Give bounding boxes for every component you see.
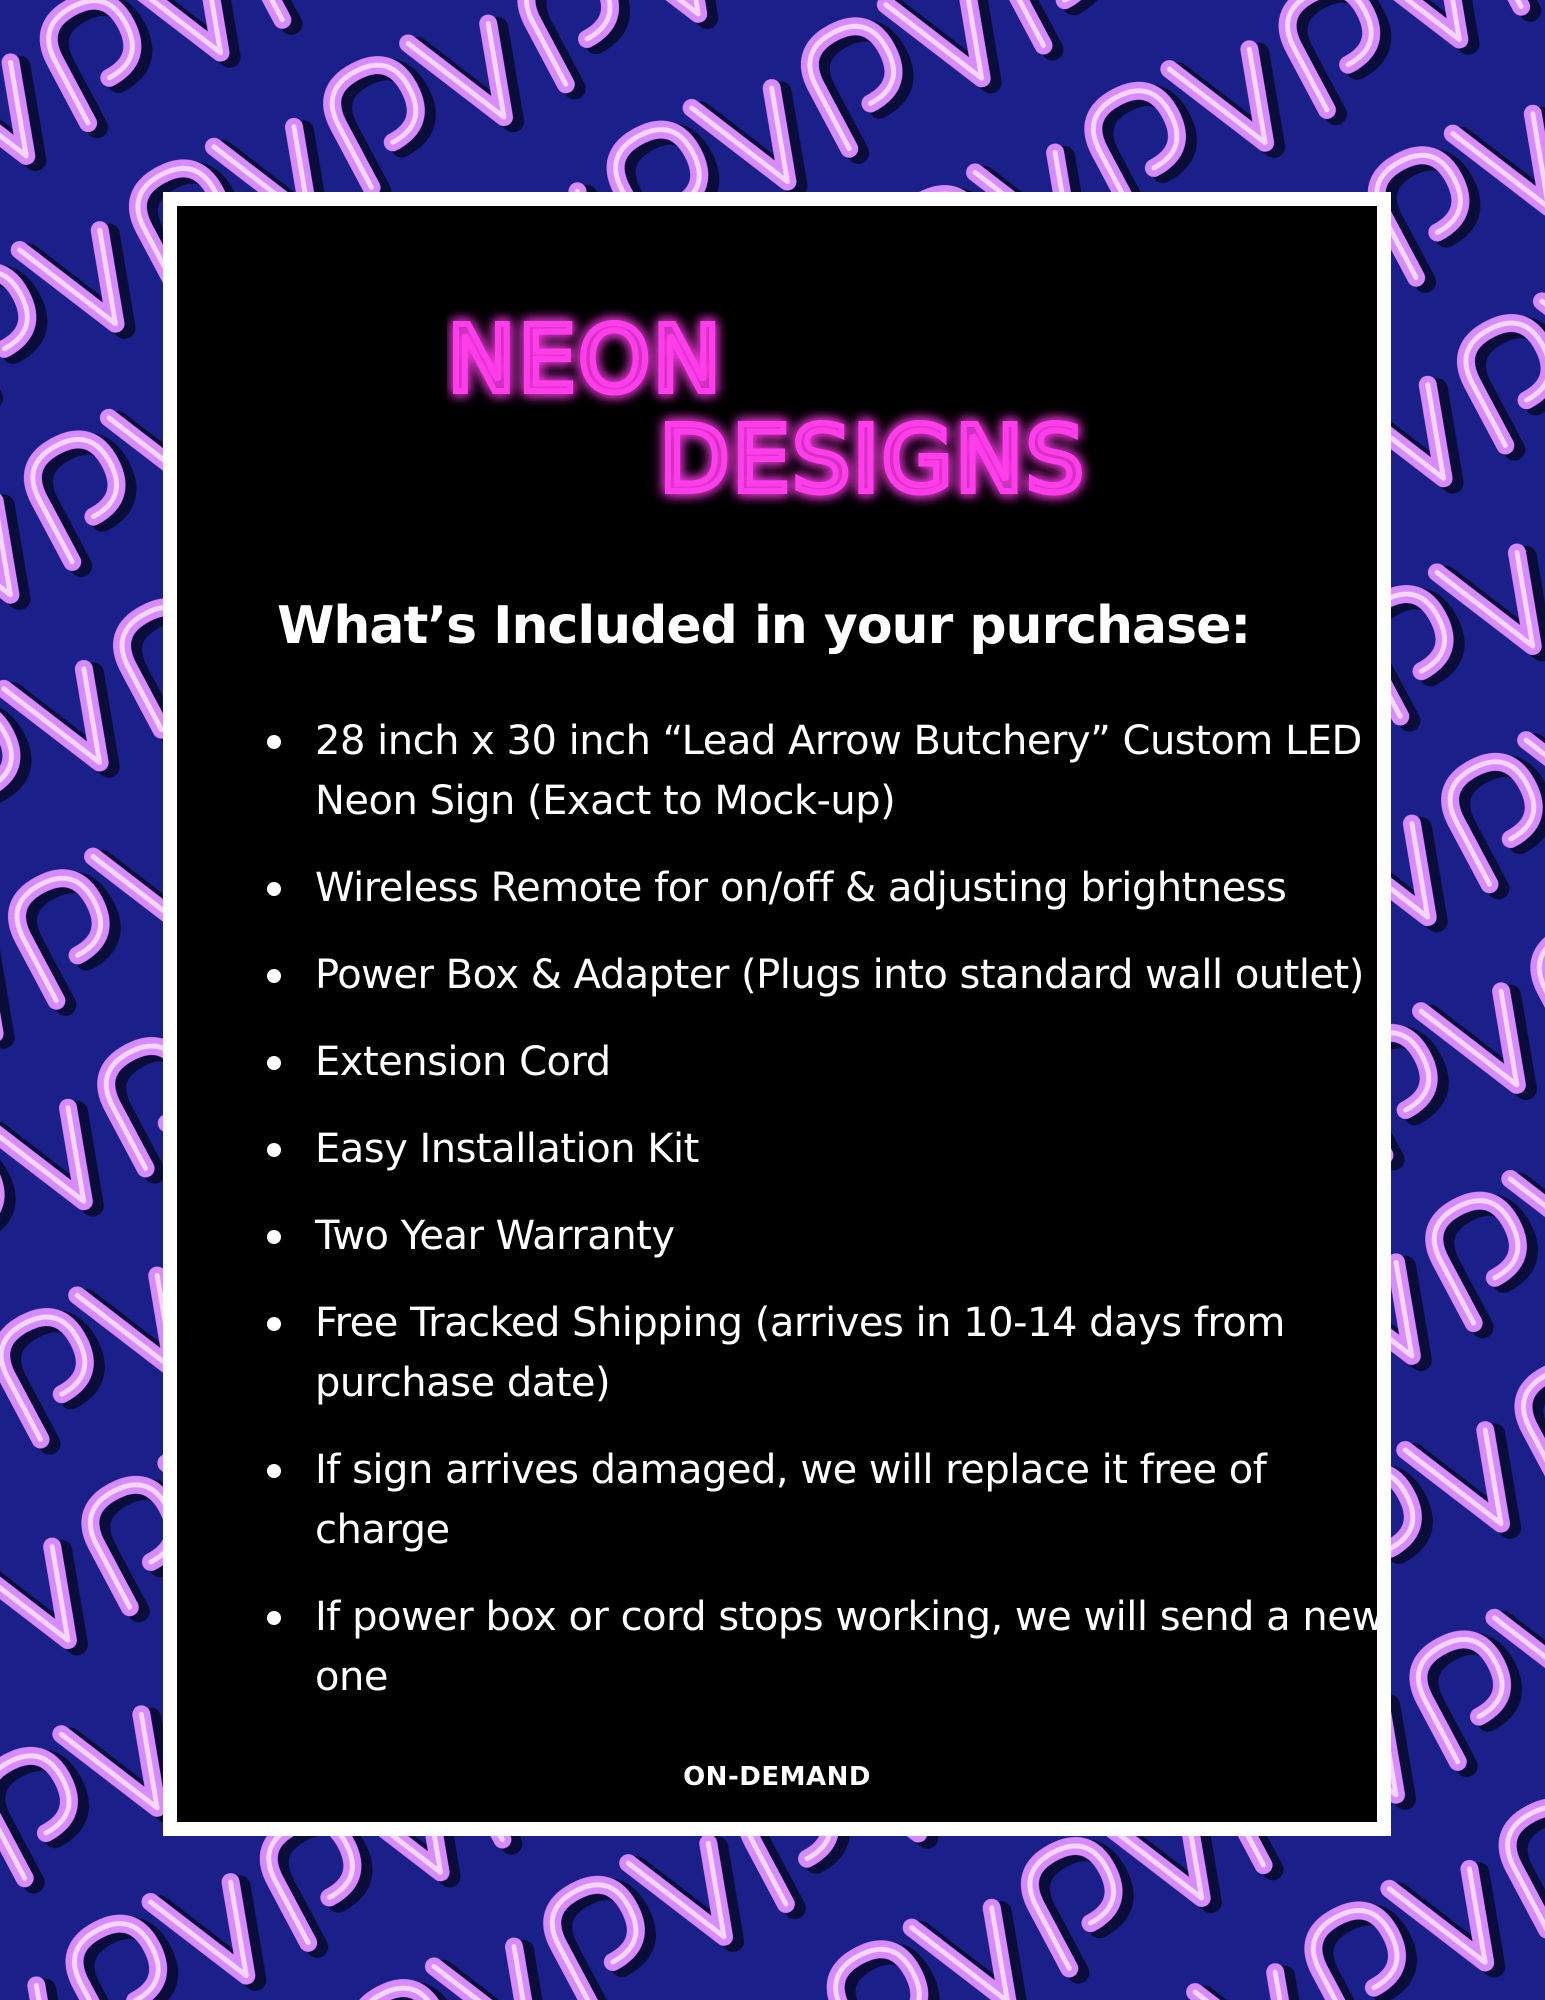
content-card (163, 192, 1391, 1836)
list-item-text: Wireless Remote for on/off & adjusting brightness (315, 865, 1287, 911)
list-item (267, 858, 1387, 918)
list-item-text: Free Tracked Shipping (arrives in 10-14 days from purchase date) (315, 1300, 1285, 1406)
neon-designs-logo (447, 296, 1127, 526)
logo-word-neon: NEON (447, 306, 724, 413)
list-item (267, 945, 1387, 1005)
content-panel (177, 206, 1384, 1822)
logo-word-designs: DESIGNS (659, 406, 1087, 513)
included-items-list (267, 711, 1387, 1734)
list-item (267, 711, 1387, 831)
list-item (267, 1119, 1387, 1179)
bullet-icon (267, 1056, 281, 1070)
bullet-icon (267, 1317, 281, 1331)
list-item (267, 1293, 1387, 1413)
list-item-text: Power Box & Adapter (Plugs into standard wall outlet) (315, 952, 1364, 998)
bullet-icon (267, 1464, 281, 1478)
bullet-icon (267, 735, 281, 749)
bullet-icon (267, 1230, 281, 1244)
list-item-text: Two Year Warranty (315, 1213, 675, 1259)
list-item (267, 1032, 1387, 1092)
list-item-text: If power box or cord stops working, we will send a new one (315, 1594, 1384, 1700)
list-item-text: 28 inch x 30 inch “Lead Arrow Butchery” Custom LED Neon Sign (Exact to Mock-up) (315, 718, 1362, 824)
list-item (267, 1587, 1387, 1707)
list-item-text: If sign arrives damaged, we will replace it free of charge (315, 1447, 1267, 1553)
list-item (267, 1440, 1387, 1560)
list-item-text: Extension Cord (315, 1039, 611, 1085)
included-heading: What’s Included in your purchase: (277, 596, 1251, 656)
bullet-icon (267, 1143, 281, 1157)
bullet-icon (267, 882, 281, 896)
list-item-text: Easy Installation Kit (315, 1126, 699, 1172)
brand-label: ON-DEMAND (683, 1762, 871, 1792)
list-item (267, 1206, 1387, 1266)
bullet-icon (267, 1611, 281, 1625)
bullet-icon (267, 969, 281, 983)
